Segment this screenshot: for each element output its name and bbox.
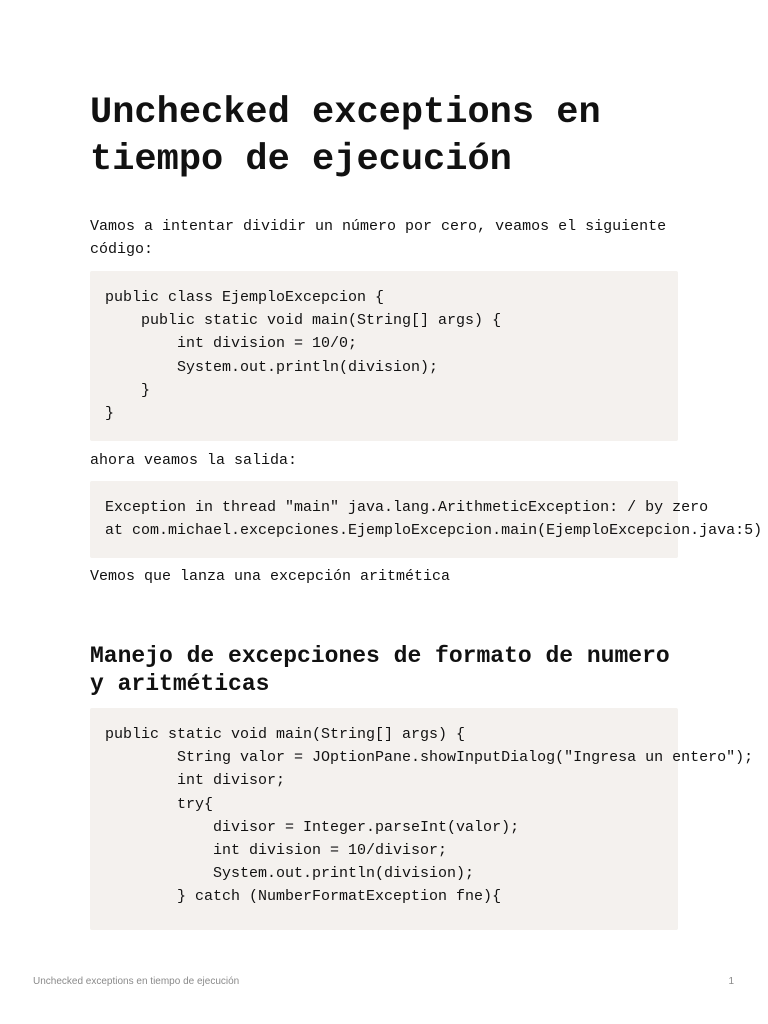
code-line: int divisor; [105,772,286,790]
section-heading: Manejo de excepciones de formato de numero y aritméticas [90,643,670,697]
code-line: } [105,381,151,399]
footer-page-number: 1 [728,976,734,987]
code-line: String valor = JOptionPane.showInputDialog("Ingresa un entero"); [105,749,754,767]
code-line: divisor = Integer.parseInt(valor); [105,818,520,836]
code-line: at com.michael.excepciones.EjemploExcepcion.main(EjemploExcepcion.java:5) [105,522,763,540]
output-intro-paragraph: ahora veamos la salida: [90,452,298,469]
page-title: Unchecked exceptions en tiempo de ejecución [90,92,601,181]
code-line: public class EjemploExcepcion { [105,289,385,306]
footer-doc-title: Unchecked exceptions en tiempo de ejecución [33,976,240,987]
code-line: } [105,404,115,422]
code-line: try{ [105,795,214,813]
code-line: int division = 10/divisor; [105,841,448,859]
intro-paragraph: Vamos a intentar dividir un número por cero, veamos el siguiente código: [90,218,667,258]
conclusion-paragraph: Vemos que lanza una excepción aritmética [90,568,451,585]
code-block-output [90,481,763,558]
code-line: System.out.println(division); [105,865,475,883]
code-line: } catch (NumberFormatException fne){ [105,888,502,906]
code-block-example [90,271,678,441]
code-line: System.out.println(division); [105,358,439,376]
code-block-handling [90,708,754,930]
code-line: int division = 10/0; [105,335,358,353]
code-line: public static void main(String[] args) { [105,726,466,743]
code-line: public static void main(String[] args) { [105,312,502,330]
code-line: Exception in thread "main" java.lang.ArithmeticException: / by zero [105,499,709,516]
